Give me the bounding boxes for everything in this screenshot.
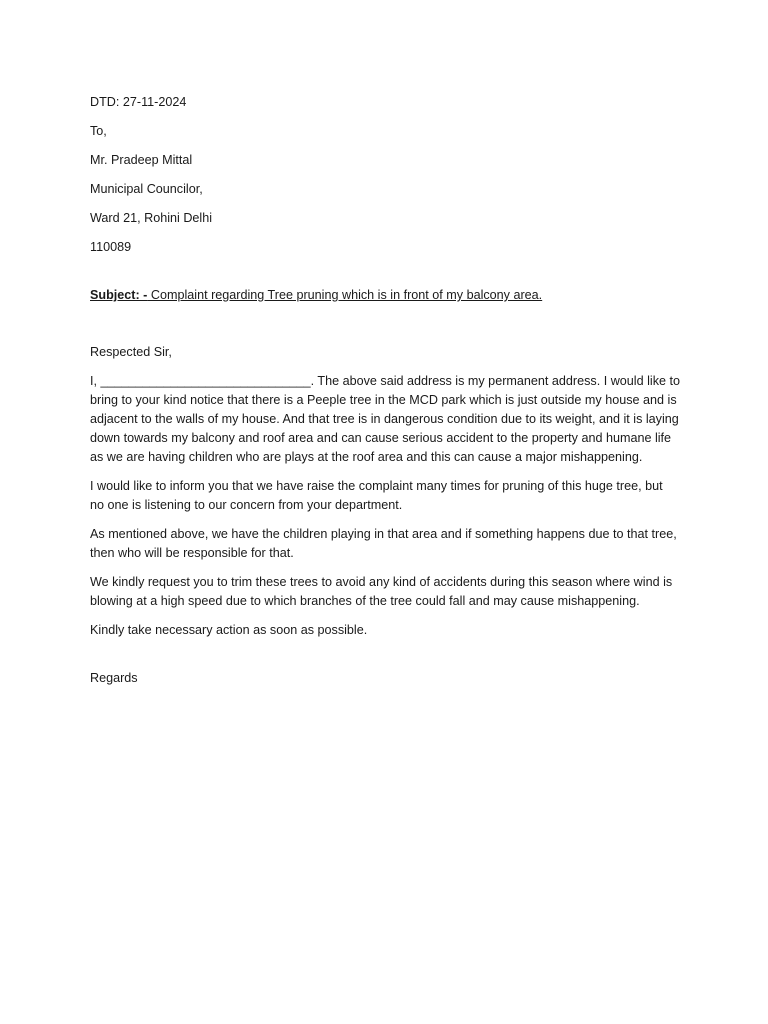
body-paragraph: As mentioned above, we have the children playing in that area and if something happens due to that tree, then who will be responsible for that.	[90, 527, 677, 560]
salutation: Respected Sir,	[90, 345, 172, 359]
body-paragraph: We kindly request you to trim these trees to avoid any kind of accidents during this season where wind is blowing at a high speed due to which branches of the tree could fall and may cause mishappening.	[90, 575, 673, 608]
recipient-title: Municipal Councilor,	[90, 182, 203, 196]
letter-page	[90, 93, 680, 688]
subject-line	[90, 286, 680, 305]
recipient-address: Ward 21, Rohini Delhi	[90, 211, 213, 225]
body-paragraph: I, ______________________________. The above said address is my permanent address. I would like to bring to your kind notice that there is a Peeple tree in the MCD park which is just outside my house and is adjacent to the walls of my house. And that tree is in dangerous condition due to its weight, and it is laying down towards my balcony and roof area and can cause serious accident to the property and humane life as we are having children who are plays at the roof area and this can cause a major mishappening.	[90, 374, 680, 464]
recipient-pin: 110089	[90, 240, 132, 254]
closing: Regards	[90, 671, 138, 685]
subject-label: Subject: -	[90, 288, 148, 302]
to-line: To,	[90, 124, 107, 138]
subject-text: Complaint regarding Tree pruning which is in front of my balcony area.	[147, 288, 543, 302]
recipient-name: Mr. Pradeep Mittal	[90, 153, 193, 167]
body-paragraph: Kindly take necessary action as soon as possible.	[90, 623, 368, 637]
body-paragraph: I would like to inform you that we have raise the complaint many times for pruning of this huge tree, but no one is listening to our concern from your department.	[90, 479, 663, 512]
date-line: DTD: 27-11-2024	[90, 95, 187, 109]
